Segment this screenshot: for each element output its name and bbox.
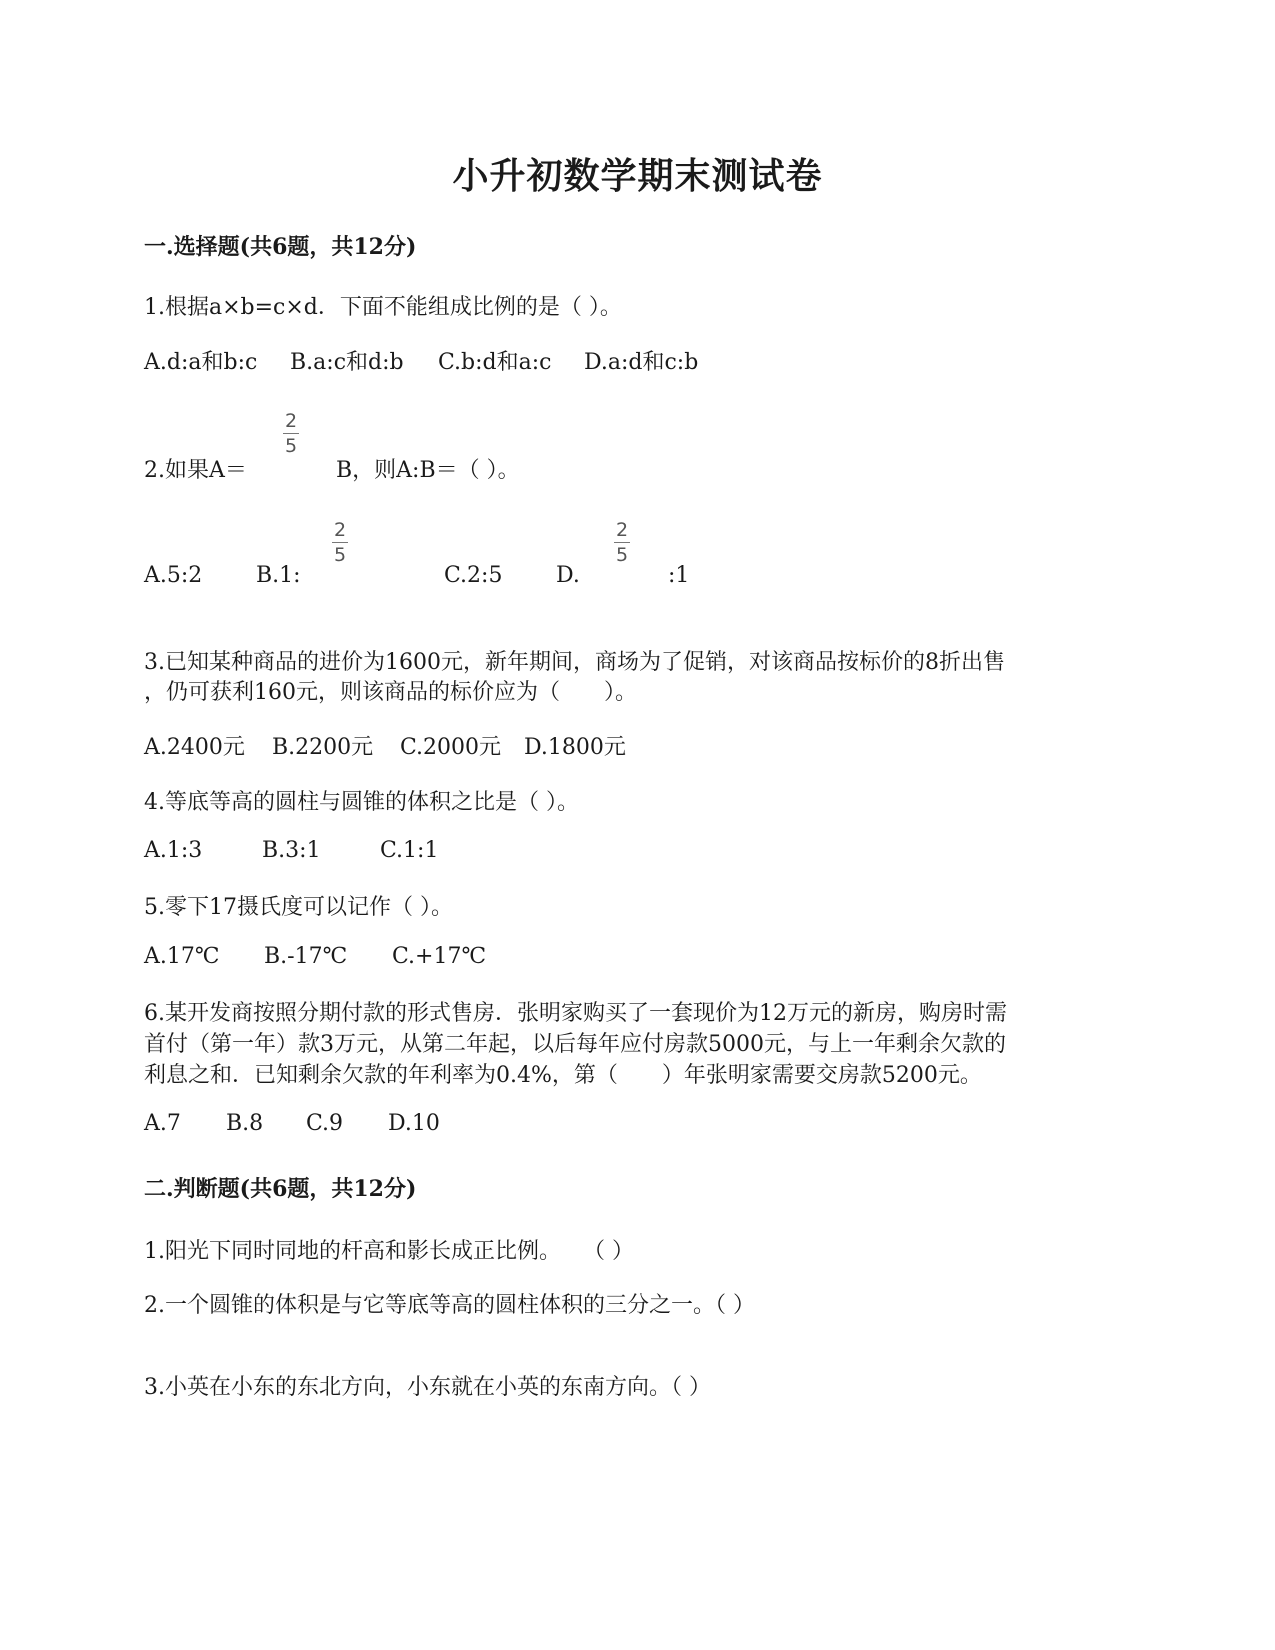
judgment-item-1: 1.阳光下同时同地的杆高和影长成正比例。 （ ） (144, 1239, 634, 1264)
question-6-option-d: D.10 (388, 1111, 440, 1136)
question-6-line-1: 6.某开发商按照分期付款的形式售房．张明家购买了一套现价为12万元的新房，购房时需 (144, 1001, 1007, 1026)
question-6-option-a: A.7 (144, 1111, 181, 1136)
fraction-bar (614, 542, 630, 543)
section-heading-judgment: 二.判断题(共6题，共12分) (144, 1176, 417, 1202)
question-2-option-a: A.5:2 (144, 563, 203, 588)
question-2-prefix: 2.如果A＝ (144, 458, 247, 483)
question-2-suffix: B，则A:B＝（ ）。 (336, 458, 520, 483)
question-3-line-1: 3.已知某种商品的进价为1600元，新年期间，商场为了促销，对该商品按标价的8折出售 (144, 650, 1005, 675)
question-3-option-d: D.1800元 (524, 735, 626, 760)
question-3-line-2: ，仍可获利160元，则该商品的标价应为（ ）。 (144, 680, 637, 705)
question-4-option-c: C.1:1 (380, 838, 439, 863)
question-3-option-b: B.2200元 (272, 735, 374, 760)
page-title: 小升初数学期末测试卷 (452, 155, 823, 197)
judgment-item-3: 3.小英在小东的东北方向，小东就在小英的东南方向。（ ） (144, 1375, 711, 1400)
question-2-fraction (283, 410, 299, 457)
question-1-option-d: D.a:d和c:b (584, 350, 699, 375)
question-4-option-a: A.1:3 (144, 838, 203, 863)
section-heading-choice: 一.选择题(共6题，共12分) (144, 234, 417, 260)
question-3-option-a: A.2400元 (144, 735, 245, 760)
fraction-numerator: 2 (284, 410, 298, 432)
question-4-text: 4.等底等高的圆柱与圆锥的体积之比是（ ）。 (144, 790, 579, 815)
question-2-option-b-fraction (332, 519, 348, 566)
question-2-option-d-suffix: :1 (668, 563, 690, 588)
question-6-option-c: C.9 (306, 1111, 344, 1136)
question-2-option-d-fraction (614, 519, 630, 566)
fraction-numerator: 2 (615, 519, 629, 541)
fraction-denominator: 5 (333, 544, 347, 566)
question-2-option-d: D. (556, 563, 580, 588)
question-5-option-c: C.+17℃ (392, 944, 487, 969)
question-2-option-c: C.2:5 (444, 563, 503, 588)
question-1-option-c: C.b:d和a:c (438, 350, 552, 375)
fraction-denominator: 5 (284, 435, 298, 457)
question-3-option-c: C.2000元 (400, 735, 502, 760)
question-6-option-b: B.8 (226, 1111, 264, 1136)
question-6-line-2: 首付（第一年）款3万元，从第二年起，以后每年应付房款5000元，与上一年剩余欠款的 (144, 1032, 1006, 1057)
question-1-text: 1.根据a×b=c×d．下面不能组成比例的是（ ）。 (144, 295, 622, 320)
question-1-option-b: B.a:c和d:b (290, 350, 404, 375)
question-4-option-b: B.3:1 (262, 838, 321, 863)
fraction-bar (332, 542, 348, 543)
question-1-option-a: A.d:a和b:c (144, 350, 258, 375)
question-5-option-a: A.17℃ (144, 944, 220, 969)
question-6-line-3: 利息之和．已知剩余欠款的年利率为0.4%，第（ ）年张明家需要交房款5200元。 (144, 1063, 982, 1088)
judgment-item-2: 2.一个圆锥的体积是与它等底等高的圆柱体积的三分之一。（ ） (144, 1293, 755, 1318)
question-2-option-b: B.1: (256, 563, 301, 588)
question-5-option-b: B.-17℃ (264, 944, 348, 969)
question-5-text: 5.零下17摄氏度可以记作（ ）。 (144, 895, 453, 920)
fraction-numerator: 2 (333, 519, 347, 541)
fraction-bar (283, 433, 299, 434)
fraction-denominator: 5 (615, 544, 629, 566)
